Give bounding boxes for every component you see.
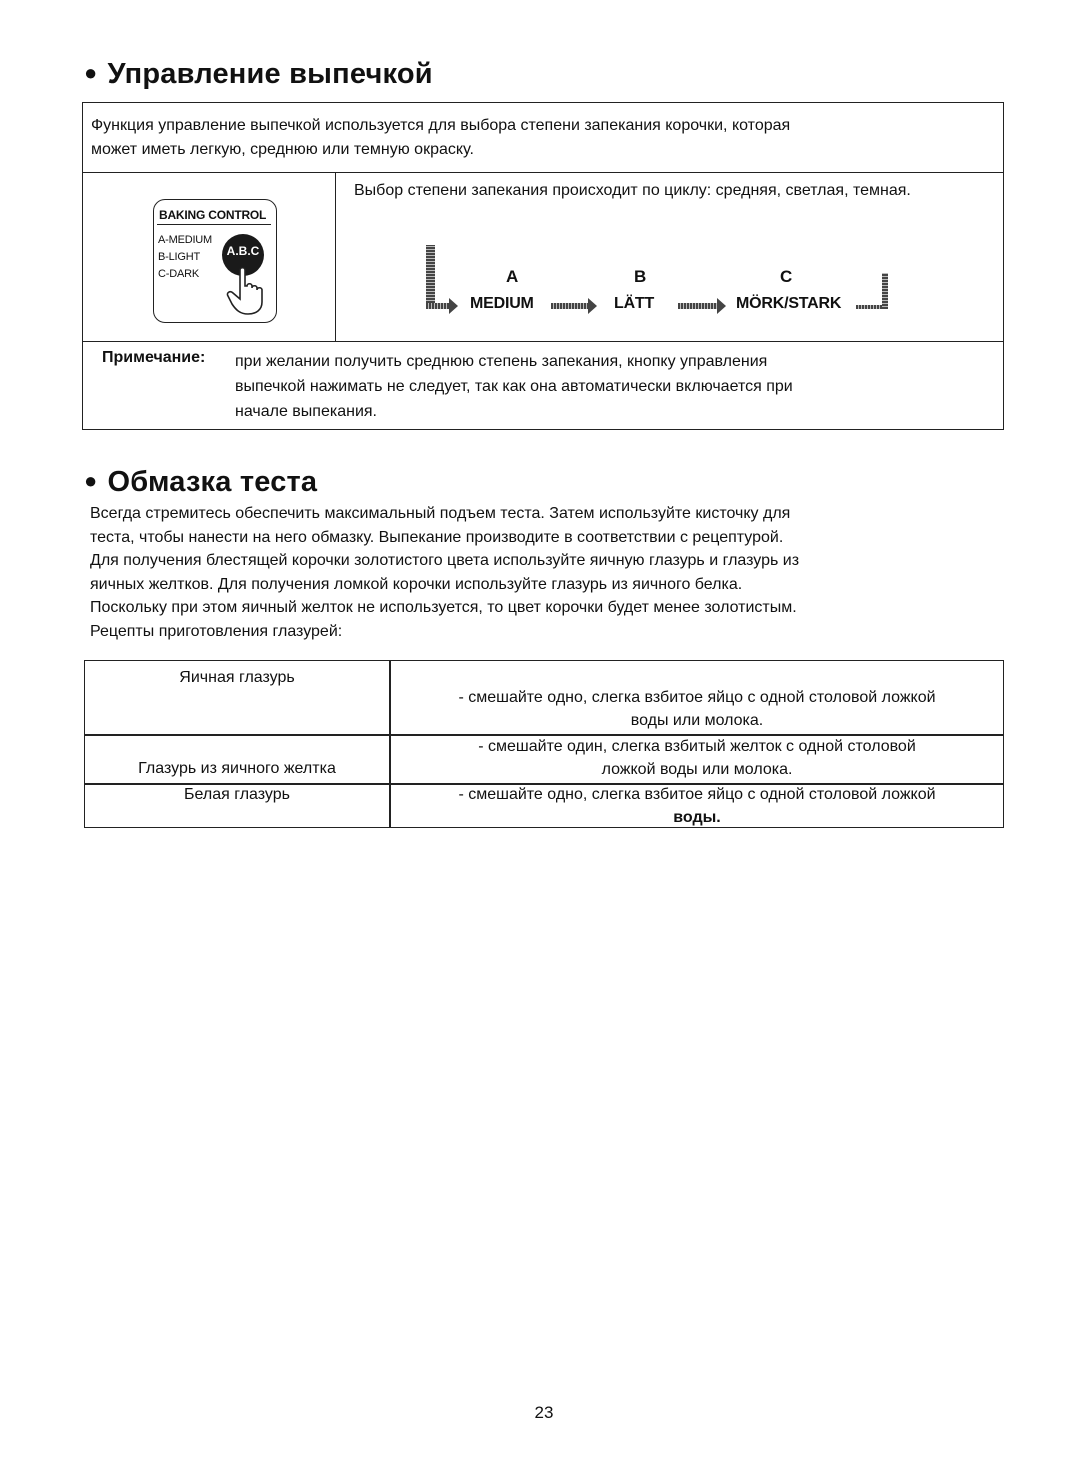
recipe-name-white: Белая глазурь <box>184 786 290 803</box>
recipe-text-white <box>391 783 1003 829</box>
glazing-line: Поскольку при этом яичный желток не используется, то цвет корочки будет менее золотистым. <box>90 599 797 616</box>
level-dark: MÖRK/STARK <box>736 295 842 312</box>
glazing-line: теста, чтобы нанести на него обмазку. Выпекание производите в соответствии с рецептурой. <box>90 528 784 546</box>
abc-button: A.B.C <box>222 234 264 276</box>
arrow-icon <box>678 303 718 309</box>
cycle-text: Выбор степени запекания происходит по циклу: средняя, светлая, темная. <box>354 182 911 199</box>
letter-a: A <box>506 267 519 286</box>
bullet-icon: ● <box>84 468 98 493</box>
glazing-title: Обмазка теста <box>107 466 318 498</box>
note-line: при желании получить среднюю степень запекания, кнопку управления <box>235 353 768 370</box>
note-label: Примечание: <box>102 349 206 366</box>
letter-c: C <box>780 267 793 286</box>
note-row <box>83 341 1003 429</box>
panel-option-light: B-LIGHT <box>158 251 200 263</box>
recipe-line: - смешайте одно, слегка взбитое яйцо с одной столовой ложкой <box>458 689 936 706</box>
recipe-text-yolk <box>391 735 1003 781</box>
intro-line: Функция управление выпечкой используется для выбора степени запекания корочки, которая <box>91 117 791 134</box>
letter-b: B <box>634 267 647 286</box>
recipe-line: воды. <box>673 809 721 826</box>
baking-control-heading <box>84 58 433 91</box>
glazing-line: Рецепты приготовления глазурей: <box>90 622 343 640</box>
pointing-hand-icon <box>226 266 270 316</box>
cycle-diagram <box>426 243 896 329</box>
note-line: начале выпекания. <box>235 403 377 420</box>
glaze-recipes-table <box>84 660 1004 828</box>
cycle-return-line <box>426 245 435 303</box>
glazing-line: Всегда стремитесь обеспечить максимальный подъем теста. Затем используйте кисточку для <box>90 505 791 522</box>
recipe-name-yolk: Глазурь из яичного желтка <box>138 760 336 777</box>
page-number: 23 <box>534 1403 554 1422</box>
recipe-line: - смешайте один, слегка взбитый желток с одной столовой <box>478 738 916 755</box>
panel-title: BAKING CONTROL <box>159 208 267 222</box>
baking-control-panel <box>153 199 277 323</box>
recipe-line: - смешайте одно, слегка взбитое яйцо с одной столовой ложкой <box>458 786 936 803</box>
cycle-end-line <box>882 273 888 309</box>
glazing-heading <box>84 466 317 499</box>
glazing-line: яичных желтков. Для получения ломкой корочки используйте глазурь из яичного белка. <box>90 575 743 593</box>
recipe-line: воды или молока. <box>630 712 764 729</box>
arrow-icon <box>426 303 450 309</box>
recipe-name-egg: Яичная глазурь <box>179 669 295 686</box>
panel-option-dark: C-DARK <box>158 268 199 280</box>
level-medium: MEDIUM <box>470 295 534 312</box>
note-line: выпечкой нажимать не следует, так как она автоматически включается при <box>235 378 793 395</box>
panel-illustration-cell <box>83 173 336 341</box>
bullet-icon: ● <box>84 60 98 85</box>
recipe-line: ложкой воды или молока. <box>601 761 793 778</box>
baking-control-box <box>82 102 1004 430</box>
panel-divider <box>157 224 271 225</box>
panel-option-medium: A-MEDIUM <box>158 234 213 246</box>
cycle-cell <box>336 173 1003 341</box>
intro-line: может иметь легкую, среднюю или темную окраску. <box>91 141 474 158</box>
baking-control-title: Управление выпечкой <box>107 58 433 90</box>
baking-control-intro <box>83 103 1003 173</box>
level-light: LÄTT <box>614 295 655 312</box>
glazing-intro <box>90 502 1000 643</box>
note-text <box>235 349 975 424</box>
glazing-line: Для получения блестящей корочки золотистого цвета используйте яичную глазурь и глазурь из <box>90 552 800 569</box>
recipe-text-egg <box>391 686 1003 732</box>
arrow-icon <box>551 303 589 309</box>
